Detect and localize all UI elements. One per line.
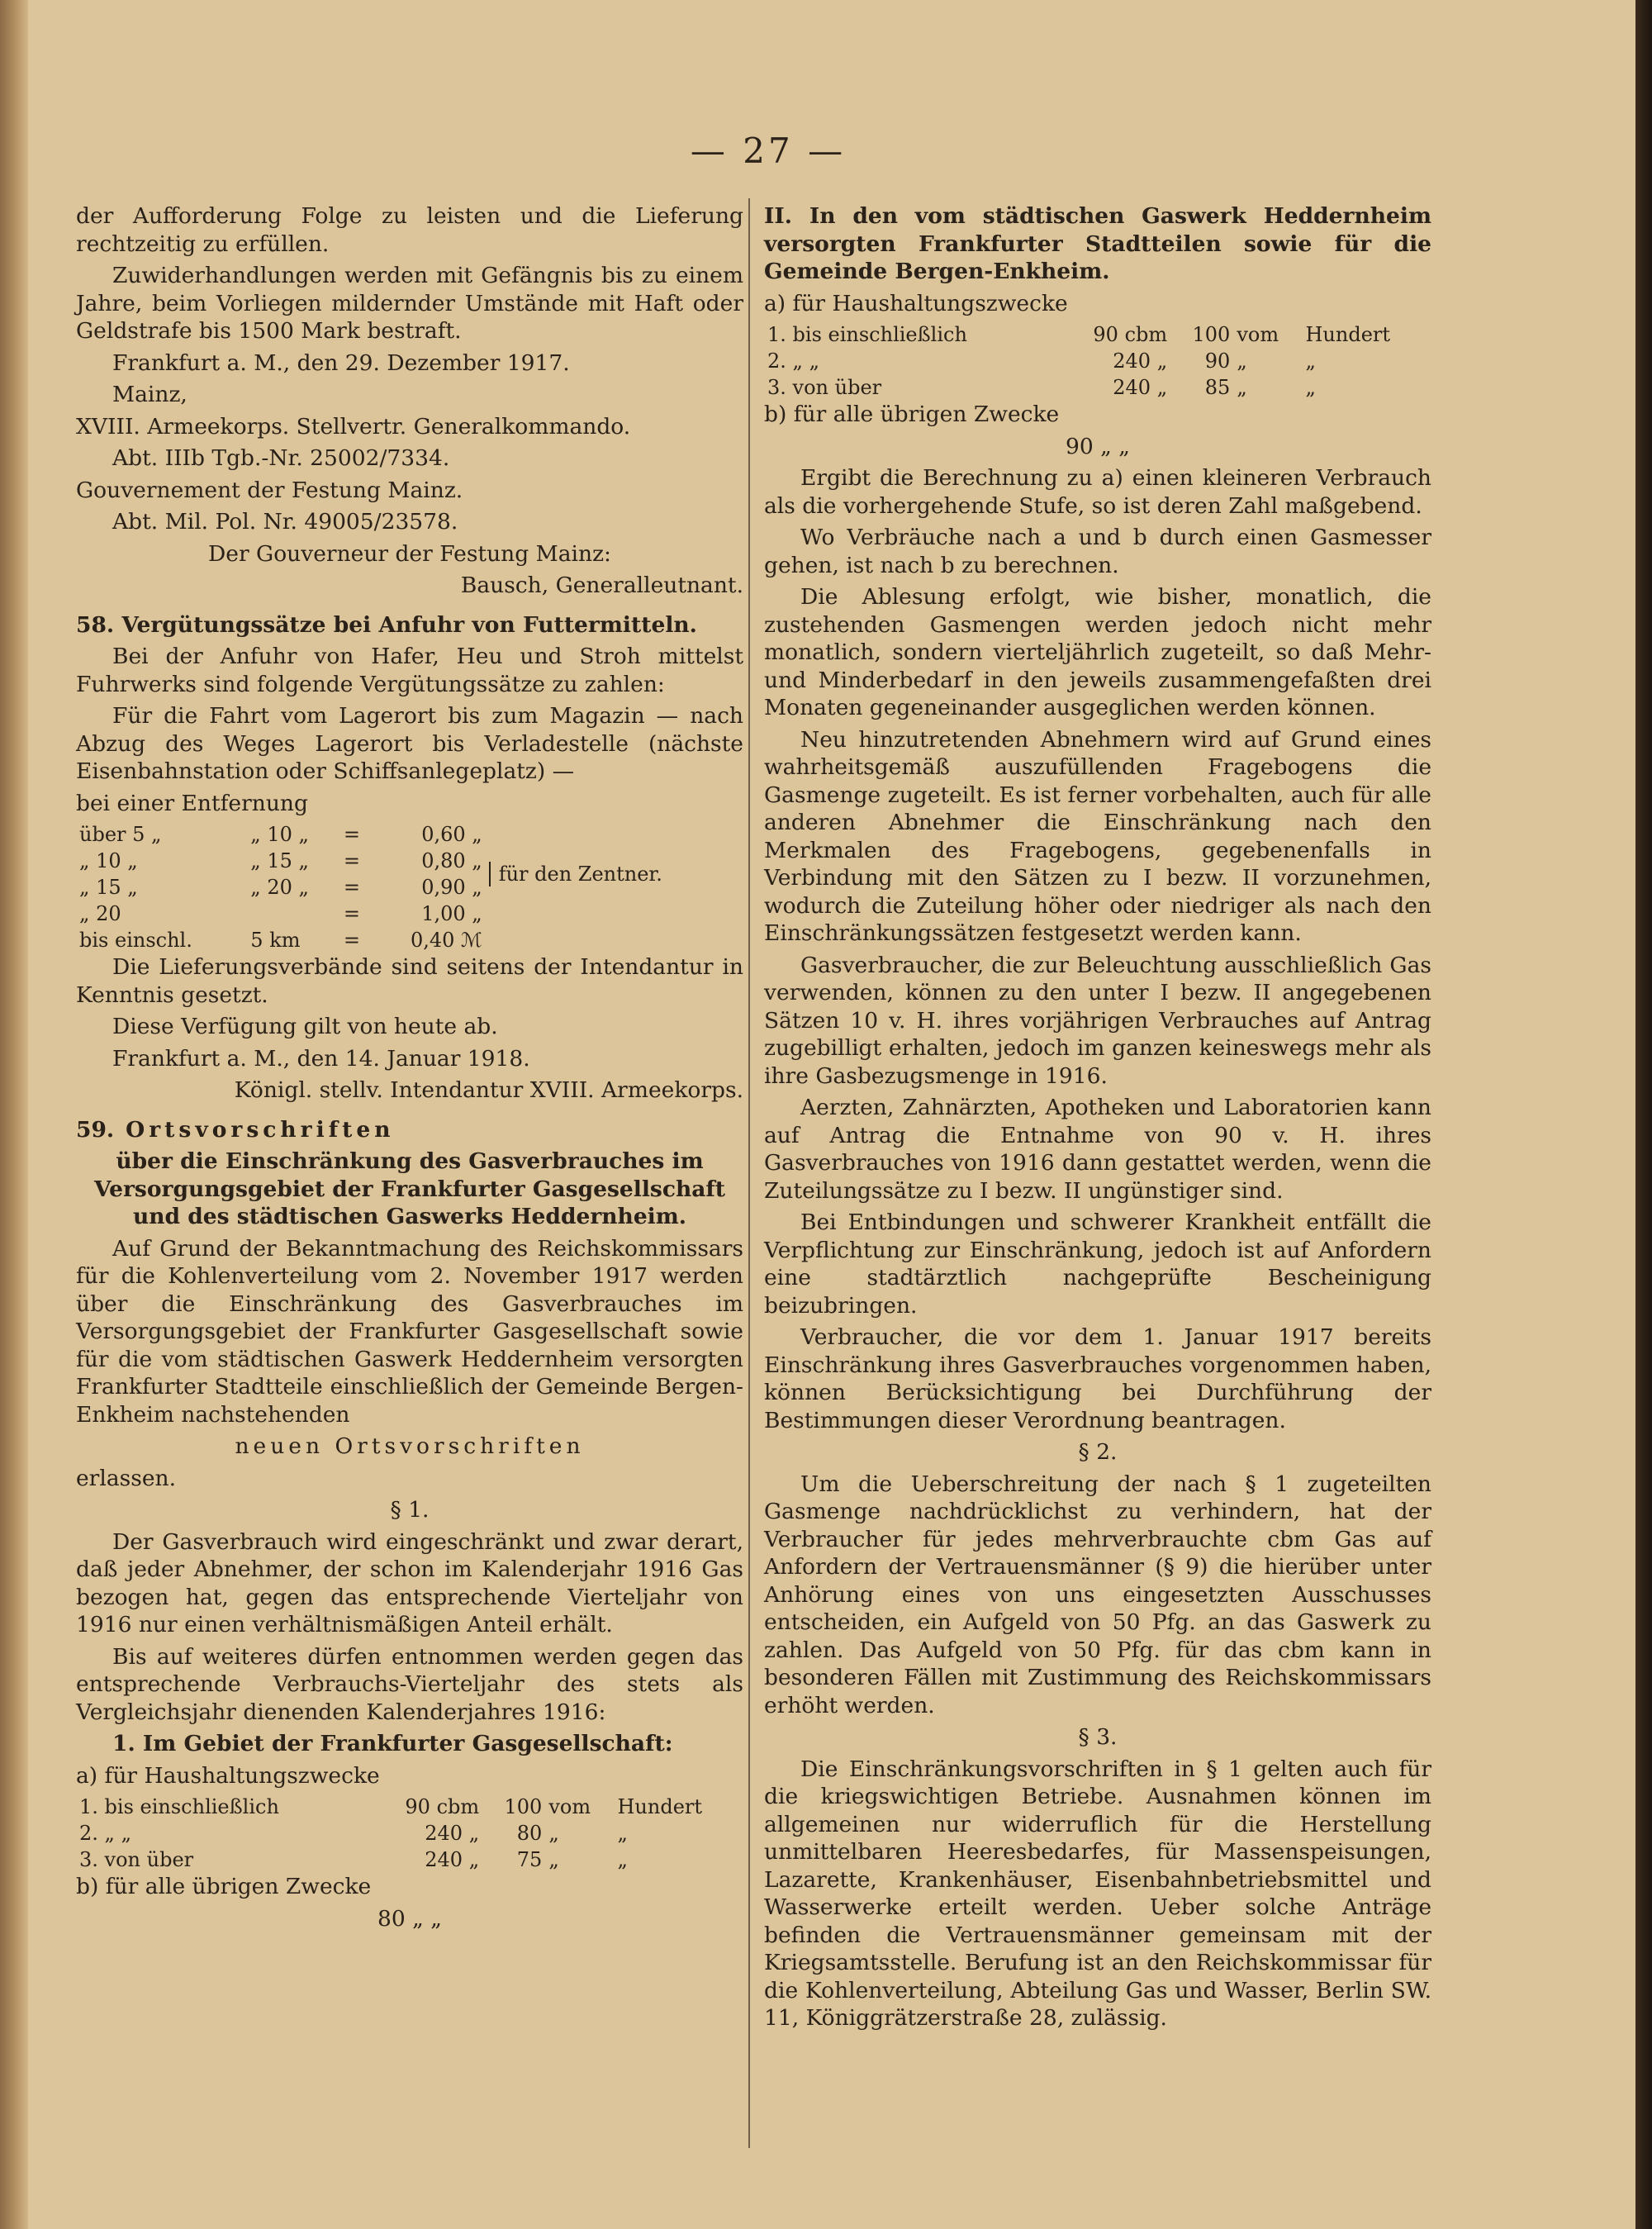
paragraph: Auf Grund der Bekanntmachung des Reichskommissars für die Kohlenverteilung vom 2. November 1917 werden über die Einschränkung des Gasverbrauches im Versorgungsgebiet der Frankfurter Gasgesellschaft sowie für die vom städtischen Gaswerk Heddernheim versorgten Frankfurter Stadtteile einschließlich der Gemeinde Bergen-Enkheim nachstehenden	[76, 1235, 743, 1428]
table-row	[764, 321, 1431, 348]
table-cell: „ 10 „	[250, 823, 309, 846]
rate-table	[76, 821, 743, 953]
paragraph: a) für Haushaltungszwecke	[76, 1762, 380, 1789]
table-cell: 100	[1192, 323, 1231, 346]
table-cell: „ 10 „	[79, 849, 138, 872]
table-cell: „	[548, 1848, 559, 1871]
table-cell: =	[343, 902, 360, 925]
section-heading: 58. Vergütungssätze bei Anfuhr von Futtermitteln.	[76, 611, 697, 638]
paragraph: Verbraucher, die vor dem 1. Januar 1917 bereits Einschränkung ihres Gasverbrauches vorgenommen haben, können Berücksichtigung bei Durchführung der Bestimmungen dieser Verordnung beantragen.	[764, 1324, 1431, 1433]
left-column	[76, 202, 743, 1937]
section-number: 59.	[76, 1116, 115, 1143]
paragraph: Die Einschränkungsvorschriften in § 1 gelten auch für die kriegswichtigen Betriebe. Ausnahmen können im allgemeinen nur widerruflich für die Herstellung unmittelbaren Heeresbedarfes, für Massenspeisungen, Lazarette, Krankenhäuser, Eisenbahnbetriebsmittel und Wasserwerke erteilt werden. Ueber solche Anträge befinden die Vertrauensmänner gemeinsam mit der Kriegsamtsstelle. Berufung ist an den Reichskommissar für die Kohlenverteilung, Abteilung Gas und Wasser, Berlin SW. 11, Königgrätzerstraße 28, zulässig.	[764, 1756, 1431, 2031]
paragraph: Mainz,	[112, 382, 188, 407]
paragraph-heading: § 3.	[1078, 1724, 1118, 1750]
table-cell: =	[343, 823, 360, 846]
table-row	[76, 821, 743, 848]
table-cell: 0,40 ℳ	[410, 929, 482, 952]
paragraph: Gouvernement der Festung Mainz.	[76, 477, 463, 503]
paragraph: Bei Entbindungen und schwerer Krankheit entfällt die Verpflichtung zur Einschränkung, jedoch ist auf Anfordern eine stadtärztlich nachgeprüfte Bescheinigung beizubringen.	[764, 1210, 1431, 1319]
table-cell: 240 „	[1113, 349, 1168, 373]
table-cell: „ 20 „	[250, 876, 309, 899]
table-cell: vom	[1237, 323, 1279, 346]
table-cell: 1. bis einschließlich	[767, 323, 967, 346]
table-cell: über 5 „	[79, 823, 162, 846]
table-cell: 3. von über	[79, 1848, 194, 1871]
paragraph: Die Lieferungsverbände sind seitens der Intendantur in Kenntnis gesetzt.	[76, 954, 743, 1008]
table-cell: „	[617, 1848, 628, 1871]
table-cell: „ 20	[79, 902, 121, 925]
table-cell: „ 15 „	[79, 876, 138, 899]
table-cell: 3. von über	[767, 376, 882, 399]
table-cell: „ 15 „	[250, 849, 309, 872]
table-cell: =	[343, 876, 360, 899]
paragraph: 1. Im Gebiet der Frankfurter Gasgesellschaft:	[112, 1731, 673, 1756]
table-cell: 0,90 „	[421, 876, 482, 899]
quota-table	[76, 1794, 743, 1873]
table-cell: Hundert	[1305, 323, 1391, 346]
paragraph: Abt. IIIb Tgb.-Nr. 25002/7334.	[112, 445, 450, 471]
table-cell: =	[343, 929, 360, 952]
paragraph: Der Gasverbrauch wird eingeschränkt und zwar derart, daß jeder Abnehmer, der schon im Kalenderjahr 1916 Gas bezogen hat, gegen das entsprechende Vierteljahr von 1916 nur einen verhältnismäßigen Anteil erhält.	[76, 1528, 743, 1637]
section-title: Ortsvorschriften	[126, 1116, 395, 1143]
table-cell: 90 cbm	[405, 1795, 480, 1818]
section-heading	[76, 1116, 743, 1144]
page-edge	[1635, 0, 1652, 2229]
paragraph: Aerzten, Zahnärzten, Apotheken und Laboratorien kann auf Antrag die Entnahme von 90 v. H. ihres Gasverbrauches von 1916 dann gestattet werden, wenn die Zuteilungssätze zu I bezw. II ungünstiger sind.	[764, 1095, 1431, 1204]
paragraph: b) für alle übrigen Zwecke	[76, 1874, 372, 1899]
paragraph-heading: § 1.	[390, 1497, 430, 1523]
table-cell: 0,60 „	[421, 823, 482, 846]
paragraph: Gasverbraucher, die zur Beleuchtung ausschließlich Gas verwenden, können zu den unter I bezw. II angegebenen Sätzen 10 v. H. ihres vorjährigen Verbrauches auf Antrag zugebilligt erhalten, jedoch im ganzen keineswegs mehr als ihre Gasbezugsmenge in 1916.	[764, 952, 1431, 1089]
paragraph: Zuwiderhandlungen werden mit Gefängnis bis zu einem Jahre, beim Vorliegen mildernder Umstände mit Haft oder Geldstrafe bis 1500 Mark bestraft.	[76, 263, 743, 344]
signature: Bausch, Generalleutnant.	[460, 573, 743, 598]
table-cell: „	[548, 1822, 559, 1845]
paragraph-heading: § 2.	[1078, 1439, 1118, 1465]
table-cell: =	[343, 849, 360, 872]
paragraph: bei einer Entfernung	[76, 790, 308, 816]
table-cell: „	[1305, 349, 1316, 373]
table-cell: 100	[504, 1795, 543, 1818]
table-cell: 240 „	[1113, 376, 1168, 399]
paragraph: Frankfurt a. M., den 14. Januar 1918.	[112, 1045, 530, 1072]
table-cell: bis einschl.	[79, 929, 192, 952]
table-cell: 90	[1204, 349, 1231, 373]
paragraph: Ergibt die Berechnung zu a) einen kleineren Verbrauch als die vorhergehende Stufe, so ist deren Zahl maßgebend.	[764, 465, 1431, 519]
table-row	[76, 927, 743, 953]
paragraph: Bis auf weiteres dürfen entnommen werden gegen das entsprechende Verbrauchs-Vierteljahr des stets als Vergleichsjahr dienenden Kalenderjahres 1916:	[76, 1643, 743, 1725]
paragraph: Wo Verbräuche nach a und b durch einen Gasmesser gehen, ist nach b zu berechnen.	[764, 525, 1431, 578]
paragraph: neuen Ortsvorschriften	[235, 1433, 585, 1459]
paragraph: Abt. Mil. Pol. Nr. 49005/23578.	[112, 509, 458, 535]
table-cell: 2. „ „	[767, 349, 820, 373]
paragraph: Die Ablesung erfolgt, wie bisher, monatlich, die zustehenden Gasmengen werden jedoch nicht mehr monatlich, sondern vierteljährlich zugeteilt, so daß Mehr- und Minderbedarf in den jeweils zusammengefaßten drei Monaten gegeneinander ausgeglichen werden können.	[764, 584, 1431, 720]
paragraph: Neu hinzutretenden Abnehmern wird auf Grund eines wahrheitsgemäß auszufüllenden Fragebogens die Gasmenge zugeteilt. Es ist ferner vorbehalten, auch für alle anderen Abnehmer die Einschränkung nach den Merkmalen des Fragebogens, gegebenenfalls in Verbindung mit den Sätzen zu I bezw. II vorzunehmen, wodurch die Zuteilung höher oder niedriger als nach den Einschränkungssätzen festgesetzt werden kann.	[764, 726, 1431, 946]
table-cell: 75	[516, 1848, 543, 1871]
paragraph: Um die Ueberschreitung der nach § 1 zugeteilten Gasmenge nachdrücklichst zu verhindern, hat der Verbraucher für jedes mehrverbrauchte cbm Gas auf Anfordern der Vertrauensmänner (§ 9) die hierüber unter Anhörung eines von uns eingesetzten Ausschusses entscheiden, ein Aufgeld von 50 Pfg. an das Gaswerk zu zahlen. Das Aufgeld von 50 Pfg. für das cbm kann in besonderen Fällen mit Zustimmung des Reichskommissars erhöht werden.	[764, 1471, 1431, 1718]
table-cell: 2. „ „	[79, 1822, 132, 1845]
table-row	[76, 1794, 743, 1820]
table-cell: 1,00 „	[421, 902, 482, 925]
table-cell: „	[1237, 376, 1247, 399]
table-row	[76, 1820, 743, 1846]
table-row	[76, 1846, 743, 1873]
column-divider	[748, 198, 750, 2148]
page-number: — 27 —	[690, 131, 847, 171]
table-row	[764, 374, 1431, 401]
table-cell: „	[1305, 376, 1316, 399]
table-cell: 90 cbm	[1093, 323, 1168, 346]
paragraph: Diese Verfügung gilt von heute ab.	[112, 1014, 498, 1039]
table-cell: 85	[1204, 376, 1231, 399]
paragraph: 80 „ „	[377, 1905, 443, 1932]
paragraph: 90 „ „	[1065, 433, 1131, 459]
signature: Königl. stellv. Intendantur XVIII. Armeekorps.	[234, 1077, 743, 1103]
table-cell: 5 km	[250, 929, 301, 952]
table-cell: Hundert	[617, 1795, 703, 1818]
section-heading: II. In den vom städtischen Gaswerk Heddernheim versorgten Frankfurter Stadtteilen sowie für die Gemeinde Bergen-Enkheim.	[764, 203, 1431, 284]
rate-note: für den Zentner.	[489, 862, 740, 886]
table-cell: 0,80 „	[421, 849, 482, 872]
paragraph: Frankfurt a. M., den 29. Dezember 1917.	[112, 349, 570, 376]
paragraph: XVIII. Armeekorps. Stellvertr. Generalkommando.	[76, 413, 631, 440]
table-cell: „	[1237, 349, 1247, 373]
table-cell: „	[617, 1822, 628, 1845]
paragraph: a) für Haushaltungszwecke	[764, 290, 1068, 316]
paragraph: der Aufforderung Folge zu leisten und die Lieferung rechtzeitig zu erfüllen.	[76, 203, 743, 257]
right-column	[764, 202, 1431, 2037]
paragraph: Bei der Anfuhr von Hafer, Heu und Stroh mittelst Fuhrwerks sind folgende Vergütungssätze zu zahlen:	[76, 644, 743, 697]
table-cell: vom	[548, 1795, 591, 1818]
table-cell: 80	[516, 1822, 543, 1845]
table-cell	[247, 901, 340, 927]
paragraph: erlassen.	[76, 1465, 176, 1491]
paragraph: Der Gouverneur der Festung Mainz:	[208, 540, 611, 567]
page-binding	[0, 0, 28, 2229]
paragraph: Für die Fahrt vom Lagerort bis zum Magazin — nach Abzug des Weges Lagerort bis Verladestelle (nächste Eisenbahnstation oder Schiffsanlegeplatz) —	[76, 703, 743, 784]
table-cell: 1. bis einschließlich	[79, 1795, 279, 1818]
quota-table	[764, 321, 1431, 401]
table-cell: 240 „	[425, 1822, 480, 1845]
paragraph: b) für alle übrigen Zwecke	[764, 402, 1060, 427]
table-row	[764, 348, 1431, 374]
section-subtitle: über die Einschränkung des Gasverbrauches im Versorgungsgebiet der Frankfurter Gasgesellschaft und des städtischen Gaswerks Heddernheim.	[93, 1148, 726, 1229]
table-cell: 240 „	[425, 1848, 480, 1871]
